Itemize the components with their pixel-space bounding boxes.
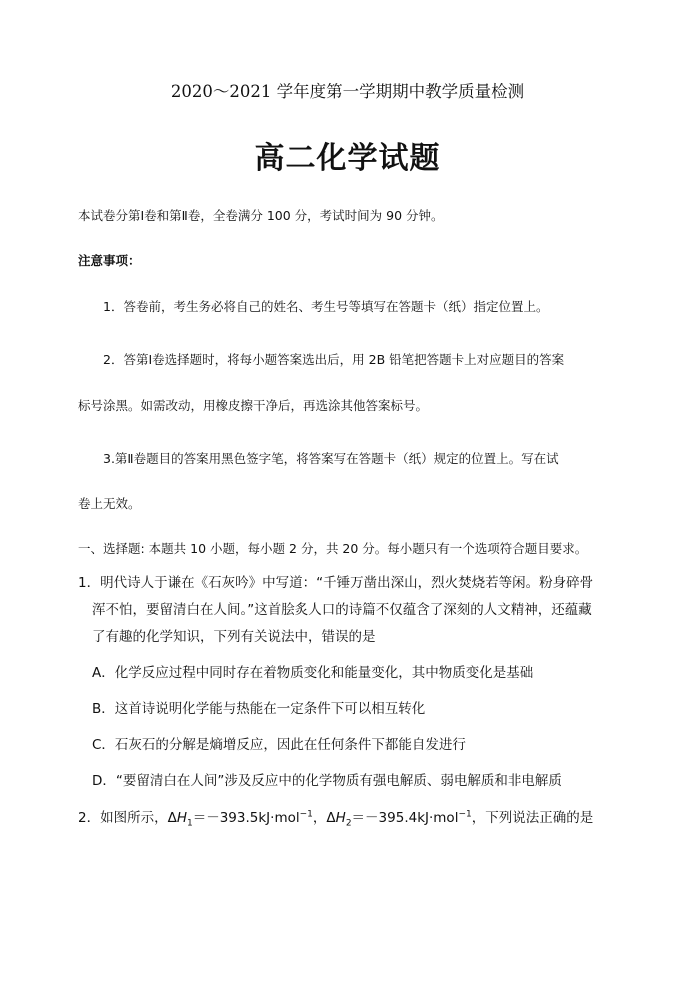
note-item-3: 3.第Ⅱ卷题目的答案用黑色签字笔，将答案写在答题卡（纸）规定的位置上。写在试 bbox=[103, 451, 559, 466]
q2-h1-sup: −1 bbox=[299, 809, 313, 820]
q2-h2-sub: 2 bbox=[345, 818, 352, 829]
note-item-1: 1．答卷前，考生务必将自己的姓名、考生号等填写在答题卡（纸）指定位置上。 bbox=[103, 299, 549, 314]
q2-h1-symbol: H bbox=[176, 810, 187, 826]
q2-separator: ，Δ bbox=[312, 810, 336, 826]
intro-text: 本试卷分第Ⅰ卷和第Ⅱ卷，全卷满分 100 分，考试时间为 90 分钟。 bbox=[78, 208, 444, 223]
question-1-option-a: A．化学反应过程中同时存在着物质变化和能量变化，其中物质变化是基础 bbox=[92, 665, 534, 681]
question-1-option-b: B．这首诗说明化学能与热能在一定条件下可以相互转化 bbox=[92, 701, 426, 717]
question-1-option-c: C．石灰石的分解是熵增反应，因此在任何条件下都能自发进行 bbox=[92, 737, 466, 753]
question-1-option-d: D．“要留清白在人间”涉及反应中的化学物质有强电解质、弱电解质和非电解质 bbox=[92, 773, 562, 789]
question-1-line-2: 浑不怕，要留清白在人间。”这首脍炙人口的诗篇不仅蕴含了深刻的人文精神，还蕴藏 bbox=[92, 602, 592, 618]
q2-h1-sub: 1 bbox=[186, 818, 193, 829]
section-heading: 一、选择题: 本题共 10 小题，每小题 2 分，共 20 分。每小题只有一个选项符合题目要求。 bbox=[78, 541, 588, 556]
note-item-2: 2．答第Ⅰ卷选择题时，将每小题答案选出后，用 2B 铅笔把答题卡上对应题目的答案 bbox=[103, 352, 565, 367]
q2-h2-symbol: H bbox=[335, 810, 346, 826]
q2-h1-value: ＝－393.5kJ·mol bbox=[192, 810, 300, 826]
page-title: 高二化学试题 bbox=[254, 141, 441, 176]
q2-h2-sup: −1 bbox=[458, 809, 472, 820]
notes-heading: 注意事项： bbox=[78, 253, 141, 268]
q2-h2-value: ＝－395.4kJ·mol bbox=[351, 810, 459, 826]
question-2-stem bbox=[78, 806, 593, 829]
exam-header: 2020～2021 学年度第一学期期中教学质量检测 bbox=[170, 82, 525, 101]
question-1-line-3: 了有趣的化学知识，下列有关说法中，错误的是 bbox=[92, 629, 376, 645]
q2-prefix: 2．如图所示，Δ bbox=[78, 810, 177, 826]
question-1-line-1: 1．明代诗人于谦在《石灰吟》中写道：“千锤万凿出深山，烈火焚烧若等闲。粉身碎骨 bbox=[78, 575, 594, 591]
q2-suffix: ，下列说法正确的是 bbox=[471, 810, 594, 826]
note-item-3-cont: 卷上无效。 bbox=[78, 496, 141, 511]
note-item-2-cont: 标号涂黑。如需改动，用橡皮擦干净后，再选涂其他答案标号。 bbox=[78, 398, 429, 413]
